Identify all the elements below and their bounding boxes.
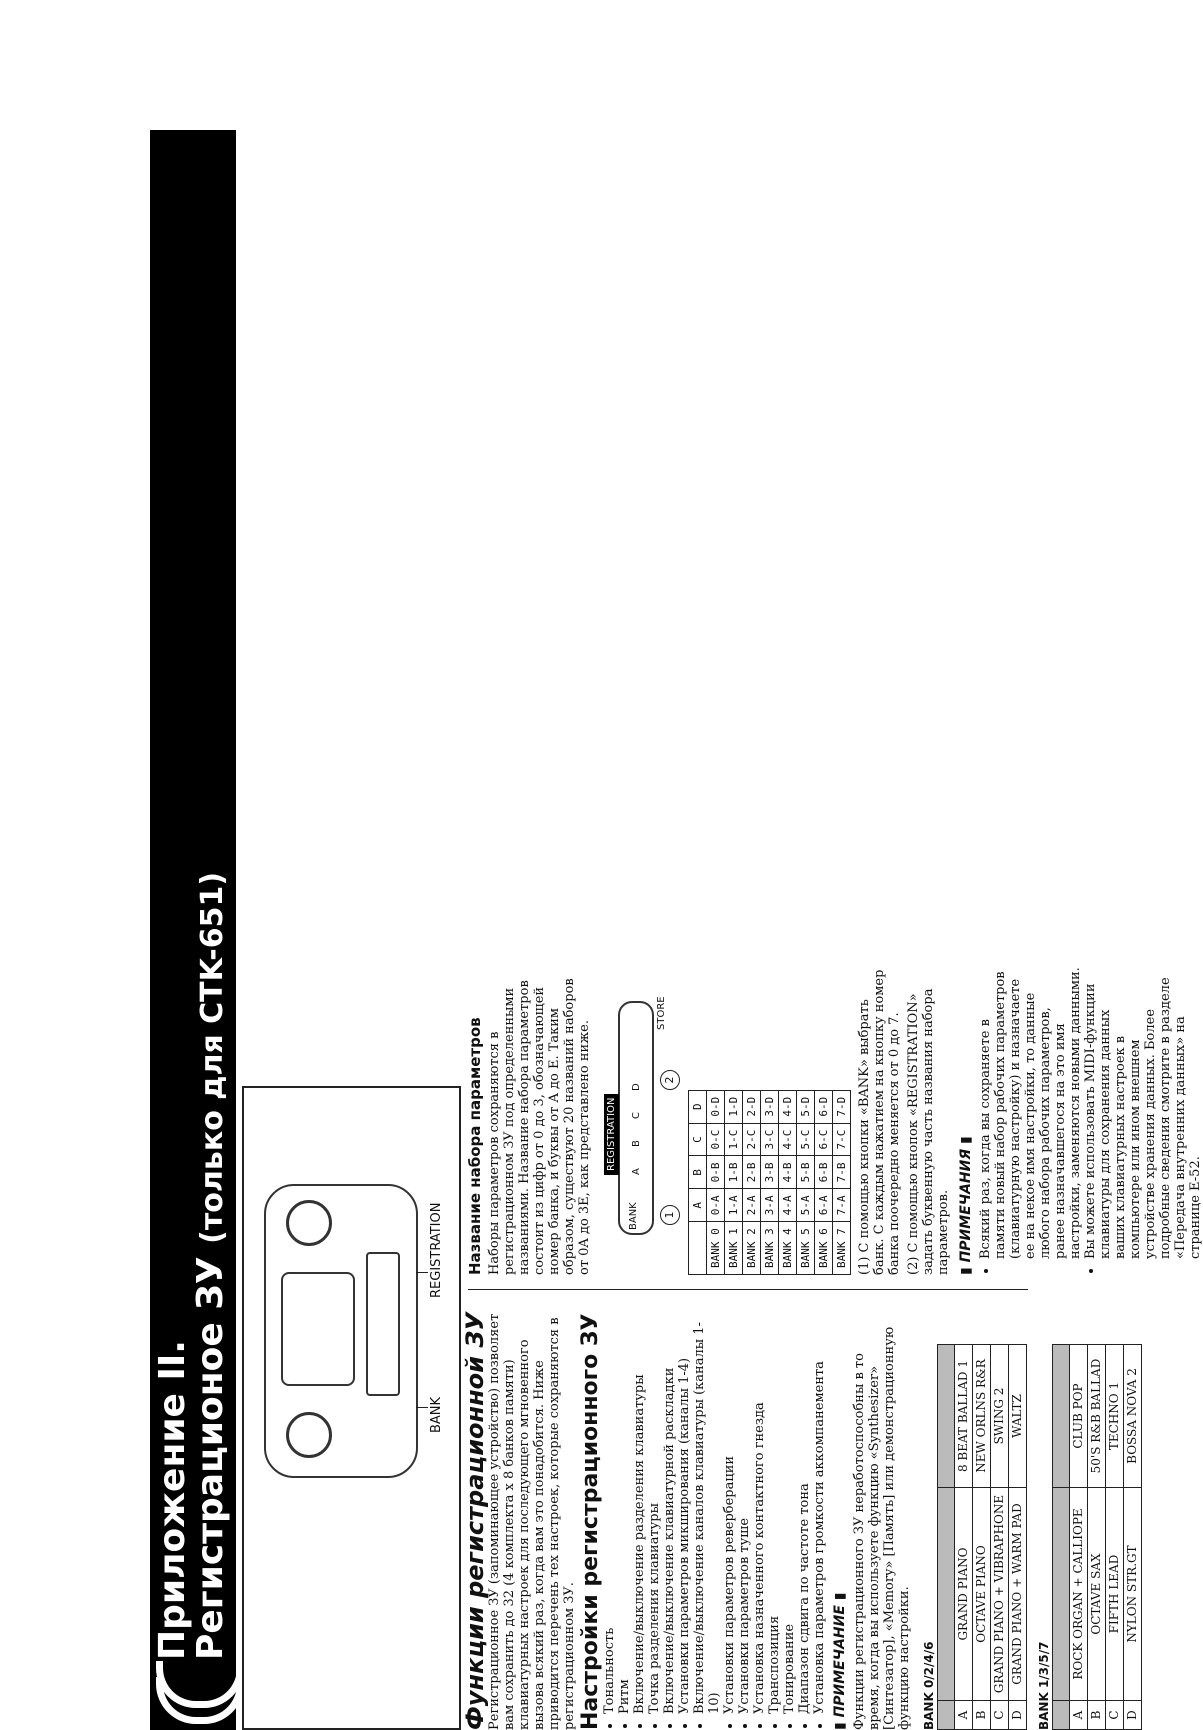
- grid-row: [725, 1090, 743, 1274]
- registration-button-b: B: [631, 1140, 642, 1147]
- settings-item: • Установка параметров громкости аккомпанемента: [812, 1310, 827, 1714]
- table-header-row: [1053, 1345, 1070, 1730]
- keyboard-figure: [242, 1086, 461, 1730]
- settings-item: • Установки параметров микширования (каналы 1-4): [677, 1310, 692, 1714]
- panel-bank-label: BANK: [628, 1202, 639, 1230]
- voice-cell: FIFTH LEAD: [1106, 1488, 1124, 1701]
- grid-bank-cell: BANK 0: [707, 1222, 725, 1275]
- grid-cell: 6-D: [815, 1090, 833, 1123]
- keyboard-illustration: [264, 1184, 418, 1478]
- table-row: [1070, 1345, 1088, 1730]
- settings-item: • Включение/выключение клавиатурной раскладки: [662, 1310, 677, 1714]
- subtitle-main: Регистрационое ЗУ: [190, 1256, 231, 1660]
- grid-bank-cell: BANK 2: [743, 1222, 761, 1275]
- step-marker-2: 2: [660, 1070, 680, 1090]
- grid-cell: 7-D: [833, 1090, 851, 1123]
- voice-cell: ROCK ORGAN + CALLIOPE: [1070, 1488, 1088, 1701]
- grid-bank-cell: BANK 5: [797, 1222, 815, 1275]
- panel-buttons: [628, 1063, 644, 1175]
- right-column: [468, 965, 1203, 1275]
- note-item: • Всякий раз, когда вы сохраняете в памяти новый набор рабочих параметров (клавиатурную настройку) и назначаете ее на некое имя настройки, то данные любого набора рабочих параметров, ранее назначавшегося на это имя настройки, заменяются новыми данными.: [978, 965, 1083, 1259]
- grid-cell: 4-A: [779, 1189, 797, 1222]
- voice-cell: GRAND PIANO: [955, 1488, 973, 1701]
- grid-cell: 1-C: [725, 1123, 743, 1156]
- letter-cell: D: [1009, 1701, 1027, 1730]
- registration-panel-figure: [598, 965, 688, 1275]
- grid-cell: 1-A: [725, 1189, 743, 1222]
- rhythm-cell: TECHNO 1: [1106, 1345, 1124, 1488]
- grid-cell: 3-C: [761, 1123, 779, 1156]
- settings-item: • Включение/выключение каналов клавиатуры (каналы 1-10): [692, 1310, 722, 1714]
- table-header-row: [938, 1345, 955, 1730]
- voice-cell: NYLON STR.GT: [1124, 1488, 1142, 1701]
- note-heading: ▮ ПРИМЕЧАНИЕ ▮: [832, 1592, 848, 1730]
- header-cell: [1053, 1701, 1070, 1730]
- settings-item: • Тонирование: [782, 1310, 797, 1714]
- bank-table-label: BANK 1/3/5/7: [1037, 1641, 1051, 1730]
- letter-cell: D: [1124, 1701, 1142, 1730]
- naming-heading: Название набора параметров: [466, 1017, 484, 1275]
- table-row: [1009, 1345, 1027, 1730]
- grid-cell: 2-D: [743, 1090, 761, 1123]
- leader-line: [416, 1407, 428, 1408]
- grid-cell: 3-A: [761, 1189, 779, 1222]
- grid-cell: 6-B: [815, 1156, 833, 1189]
- registration-button-c: C: [631, 1112, 642, 1119]
- letter-cell: A: [1070, 1701, 1088, 1730]
- page-title: Приложение II.: [152, 1340, 193, 1660]
- grid-cell: 3-B: [761, 1156, 779, 1189]
- letter-cell: A: [955, 1701, 973, 1730]
- grid-cell: 1-D: [725, 1090, 743, 1123]
- voice-cell: GRAND PIANO + VIBRAPHONE: [991, 1488, 1009, 1701]
- button-row: [366, 1252, 400, 1396]
- grid-cell: 1-B: [725, 1156, 743, 1189]
- grid-cell: 5-B: [797, 1156, 815, 1189]
- table-row: [973, 1345, 991, 1730]
- grid-cell: 2-A: [743, 1189, 761, 1222]
- settings-item: • Установки параметров реверберации: [722, 1310, 737, 1714]
- grid-bank-cell: BANK 3: [761, 1222, 779, 1275]
- header-cell: [938, 1701, 955, 1730]
- rhythm-cell: NEW ORLNS R&R: [973, 1345, 991, 1488]
- grid-cell: 0-A: [707, 1189, 725, 1222]
- letter-cell: C: [1106, 1701, 1124, 1730]
- grid-cell: 6-A: [815, 1189, 833, 1222]
- grid-cell: 0-C: [707, 1123, 725, 1156]
- grid-cell: 4-C: [779, 1123, 797, 1156]
- note-body: Функции регистрационного ЗУ неработоспособны в то время, когда вы используете функцию «Synthesizer» [Синтезатор], «Memory» [Память] или демонстрационную функцию настройки.: [852, 1326, 912, 1730]
- display-screen: [281, 1272, 355, 1386]
- settings-item: • Установки параметров туше: [737, 1310, 752, 1714]
- voice-cell: GRAND PIANO + WARM PAD: [1009, 1488, 1027, 1701]
- voice-cell: OCTAVE SAX: [1088, 1488, 1106, 1701]
- registration-button-a: A: [631, 1168, 642, 1175]
- grid-cell: 5-D: [797, 1090, 815, 1123]
- settings-item: • Тональность: [602, 1310, 617, 1714]
- grid-cell: 5-A: [797, 1189, 815, 1222]
- table-row: [955, 1345, 973, 1730]
- header-cell: [1053, 1488, 1070, 1701]
- left-column: [461, 1310, 1142, 1730]
- naming-body: Наборы параметров сохраняются в регистрационном ЗУ под определенными названиями. Название набора параметров состоит из цифр от 0 до 3, обозначающей номер банка, и буквы от A до E. Таким образом, существуют 20 названий наборов от 0A до 3E, как представлено ниже.: [487, 978, 592, 1275]
- settings-item: • Ритм: [617, 1310, 632, 1714]
- grid-col-header: C: [689, 1123, 707, 1156]
- grid-col-header: B: [689, 1156, 707, 1189]
- grid-cell: 4-B: [779, 1156, 797, 1189]
- rhythm-cell: WALTZ: [1009, 1345, 1027, 1488]
- registration-label: REGISTRATION: [429, 1202, 444, 1298]
- grid-bank-cell: BANK 7: [833, 1222, 851, 1275]
- notes-heading: ▮ ПРИМЕЧАНИЯ ▮: [958, 1136, 974, 1275]
- settings-item: • Установка назначенного контактного гнезда: [752, 1310, 767, 1714]
- header-cell: [1053, 1345, 1070, 1488]
- settings-item: • Диапазон сдвига по частоте тона: [797, 1310, 812, 1714]
- grid-row: [743, 1090, 761, 1274]
- grid-cell: 4-D: [779, 1090, 797, 1123]
- grid-col-header: A: [689, 1189, 707, 1222]
- settings-item: • Включение/выключение разделения клавиатуры: [632, 1310, 647, 1714]
- grid-row: [833, 1090, 851, 1274]
- rhythm-cell: SWING 2: [991, 1345, 1009, 1488]
- grid-cell: 6-C: [815, 1123, 833, 1156]
- table-row: [1088, 1345, 1106, 1730]
- letter-cell: C: [991, 1701, 1009, 1730]
- table-row: [991, 1345, 1009, 1730]
- letter-cell: B: [1088, 1701, 1106, 1730]
- settings-list: [602, 1310, 827, 1730]
- grid-cell: 2-C: [743, 1123, 761, 1156]
- grid-row: [797, 1090, 815, 1274]
- grid-cell: 2-B: [743, 1156, 761, 1189]
- rhythm-cell: 50'S R&B BALLAD: [1088, 1345, 1106, 1488]
- grid-row: [707, 1090, 725, 1274]
- bank-table: [1052, 1344, 1142, 1730]
- grid-cell: 0-D: [707, 1090, 725, 1123]
- grid-header-row: [689, 1090, 707, 1274]
- settings-item: • Транспозиция: [767, 1310, 782, 1714]
- grid-cell: 7-B: [833, 1156, 851, 1189]
- page-subtitle: [190, 872, 231, 1660]
- registration-button-d: D: [631, 1083, 642, 1091]
- header-cell: [938, 1488, 955, 1701]
- grid-row: [779, 1090, 797, 1274]
- grid-corner: [689, 1222, 707, 1275]
- bank-table: [937, 1344, 1027, 1730]
- bank-name-grid: [688, 1090, 851, 1275]
- rhythm-cell: CLUB POP: [1070, 1345, 1088, 1488]
- bank-label: BANK: [429, 1396, 444, 1433]
- grid-cell: 7-A: [833, 1189, 851, 1222]
- grid-row: [761, 1090, 779, 1274]
- grid-bank-cell: BANK 1: [725, 1222, 743, 1275]
- rotated-page: [150, 130, 1203, 1730]
- functions-body: Регистрационное ЗУ (запоминающее устройство) позволяет вам сохранить до 32 (4 комплекта x 8 банков памяти) клавиатурных настроек для последующего мгновенного вызова всякий раз, когда вам это понадобится. Ниже приводится перечень тех настроек, которые сохраняются в регистрационном ЗУ.: [487, 1313, 577, 1730]
- voice-cell: OCTAVE PIANO: [973, 1488, 991, 1701]
- settings-item: • Точка разделения клавиатуры: [647, 1310, 662, 1714]
- letter-cell: B: [973, 1701, 991, 1730]
- grid-cell: 3-D: [761, 1090, 779, 1123]
- rhythm-cell: BOSSA NOVA 2: [1124, 1345, 1142, 1488]
- leader-line: [416, 1272, 428, 1273]
- table-row: [1106, 1345, 1124, 1730]
- grid-bank-cell: BANK 4: [779, 1222, 797, 1275]
- column-divider: [468, 1289, 1028, 1290]
- grid-col-header: D: [689, 1090, 707, 1123]
- header-band: [150, 130, 236, 1730]
- grid-row: [815, 1090, 833, 1274]
- panel-registration-label: REGISTRATION: [604, 1094, 619, 1175]
- bank-table-label: BANK 0/2/4/6: [922, 1641, 936, 1730]
- table-row: [1124, 1345, 1142, 1730]
- grid-cell: 0-B: [707, 1156, 725, 1189]
- dial-icon: [286, 1200, 332, 1246]
- dial-icon: [286, 1412, 332, 1458]
- note-item: • Вы можете использовать MIDI-функции клавиатуры для сохранения данных ваших клавиатурных настроек в компьютере или ином внешнем устройстве хранения данных. Более подробные сведения смотрите в разделе «Передача внутренних данных» на странице E-52.: [1083, 965, 1203, 1259]
- rhythm-cell: 8 BEAT BALLAD 1: [955, 1345, 973, 1488]
- step-marker-1: 1: [660, 1205, 680, 1225]
- panel-store-label: STORE: [656, 996, 667, 1030]
- grid-cell: 5-C: [797, 1123, 815, 1156]
- functions-heading: Функции регистрационной ЗУ: [461, 1312, 489, 1730]
- notes-list: [978, 965, 1203, 1275]
- grid-bank-cell: BANK 6: [815, 1222, 833, 1275]
- header-cell: [938, 1345, 955, 1488]
- step-1: (1) С помощью кнопки «BANK» выбрать банк. С каждым нажатием на кнопку номер банка поочередно меняется от 0 до 7.: [857, 969, 902, 1275]
- step-2: (2) С помощью кнопок «REGISTRATION» задать буквенную часть названия набора параметров.: [906, 988, 951, 1275]
- subtitle-suffix: (только для CTK-651): [195, 871, 230, 1244]
- grid-cell: 7-C: [833, 1123, 851, 1156]
- settings-heading: Настройки регистрационного ЗУ: [578, 1313, 603, 1730]
